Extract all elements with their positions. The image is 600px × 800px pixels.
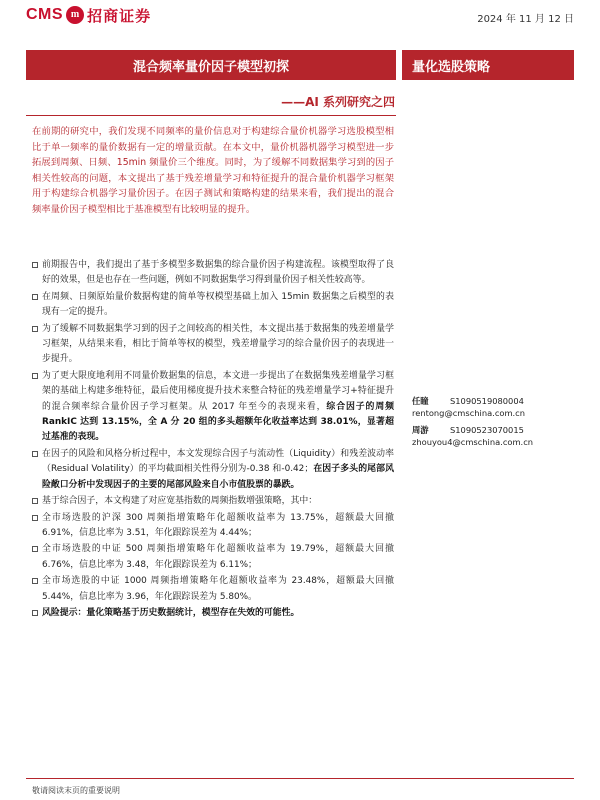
checkbox-bullet-icon — [32, 498, 38, 504]
cms-logo — [26, 2, 151, 28]
summary-list — [32, 258, 394, 622]
category-title: 量化选股策略 — [412, 59, 491, 75]
analyst-email: rentong@cmschina.com.cn — [412, 408, 525, 418]
report-subtitle: ——AI 系列研究之四 — [281, 95, 395, 109]
logo-cn-text: 招商证券 — [87, 6, 152, 25]
analyst-cert: S1090523070015 — [450, 425, 524, 435]
analyst-block — [412, 395, 525, 419]
report-date: 2024 年 11 月 12 日 — [477, 14, 574, 25]
logo-mark-icon — [66, 6, 84, 24]
analyst-cert: S1090519080004 — [450, 396, 524, 406]
list-item — [32, 574, 394, 605]
list-item-emphasis: 风险提示：量化策略基于历史数据统计，模型存在失效的可能性。 — [42, 607, 300, 618]
list-item — [32, 447, 394, 493]
checkbox-bullet-icon — [32, 578, 38, 584]
checkbox-bullet-icon — [32, 326, 38, 332]
list-item — [32, 258, 394, 289]
analyst-email: zhouyou4@cmschina.com.cn — [412, 437, 534, 447]
list-item-text: 在周频、日频原始量价数据构建的简单等权模型基础上加入 15min 数据集之后模型的表现有一定的提升。 — [42, 291, 394, 318]
analyst-name: 任瞳 — [412, 396, 429, 406]
analyst-block — [412, 424, 533, 448]
list-item — [32, 322, 394, 368]
abstract-paragraph: 在前期的研究中，我们发现不同频率的量价信息对于构建综合量价机器学习选股模型相比于单一频率的量价数据有一定的增量贡献。在本文中，量价机器机器学习模型进一步拓展到周频、日频、15min 频量价三个维度。同时，为了缓解不同数据集学习到的因子相关性较高的问题，本文提出了基于残差增量学习和特征提升的混合量价机器学习框架用于构建综合机器学习量价因子。在因子测试和策略构建的结果来看，我们提出的混合频率量价因子模型相比于基准模型有比较明显的提升。 — [32, 126, 394, 215]
checkbox-bullet-icon — [32, 546, 38, 552]
list-item-text: 全市场选股的中证 1000 周频指增策略年化超额收益率为 23.48%，超额最大回撤 5.44%，信息比率为 3.96，年化跟踪误差为 5.80%。 — [42, 576, 394, 602]
list-item-text: 全市场选股的中证 500 周频指增策略年化超额收益率为 19.79%，超额最大回撤 6.76%，信息比率为 3.48，年化跟踪误差为 6.11%； — [42, 544, 394, 570]
logo-en-text: CMS — [26, 6, 64, 23]
list-item — [32, 542, 394, 573]
list-item-text: 全市场选股的沪深 300 周频指增策略年化超额收益率为 13.75%，超额最大回撤 6.91%，信息比率为 3.51，年化跟踪误差为 4.44%； — [42, 512, 394, 538]
list-item-text: 前期报告中，我们提出了基于多模型多数据集的综合量价因子构建流程。该模型取得了良好的效果，但是也存在一些问题，例如不同数据集学习得到量价因子相关性较高等。 — [42, 260, 394, 286]
checkbox-bullet-icon — [32, 262, 38, 268]
report-title: 混合频率量价因子模型初探 — [132, 59, 289, 75]
checkbox-bullet-icon — [32, 451, 38, 457]
list-item-text: 基于综合因子，本文构建了对应宽基指数的周频指数增强策略，其中： — [42, 496, 318, 507]
category-banner — [402, 50, 574, 80]
subtitle-divider — [26, 115, 396, 116]
list-item — [32, 606, 394, 621]
analyst-name: 周游 — [412, 425, 429, 435]
footer-note: 敬请阅读末页的重要说明 — [32, 786, 120, 795]
logo-mark-text: m — [70, 9, 80, 20]
list-item-emphasis: 在因子多头的尾部风险敞口分析中发现因子的主要的尾部风险来自小市值股票的暴跌。 — [42, 464, 395, 490]
list-item-emphasis: 综合因子的周频 RankIC 达到 13.15%，全 A 分 20 组的多头超额年化收益率达到 38.01%，显著超过基准的表现。 — [42, 401, 394, 443]
checkbox-bullet-icon — [32, 294, 38, 300]
title-banner — [26, 50, 396, 80]
list-item-text: 为了更大限度地利用不同量价数据集的信息，本文进一步提出了在数据集残差增量学习框架的基础上构建多维特征，最后使用梯度提升技术来整合特征的残差增量学习+特征提升的混合频率综合量价因子学习框架。从 2017 年至今的表现来看， — [42, 370, 394, 412]
list-item — [32, 290, 394, 321]
list-item-text: 为了缓解不同数据集学习到的因子之间较高的相关性，本文提出基于数据集的残差增量学习框架，从结果来看，相比于简单等权的模型，残差增量学习的综合量价因子的表现进一步提升。 — [42, 323, 394, 365]
checkbox-bullet-icon — [32, 610, 38, 616]
checkbox-bullet-icon — [32, 515, 38, 521]
list-item-text: 在因子的风险和风格分析过程中，本文发现综合因子与流动性（Liquidity）和残差波动率（Residual Volatility）的平均截面相关性得分别为-0.38 和-0.42； — [42, 448, 394, 475]
checkbox-bullet-icon — [32, 373, 38, 379]
list-item — [32, 511, 394, 542]
list-item — [32, 369, 394, 446]
list-item — [32, 494, 394, 509]
footer-divider — [26, 778, 574, 779]
